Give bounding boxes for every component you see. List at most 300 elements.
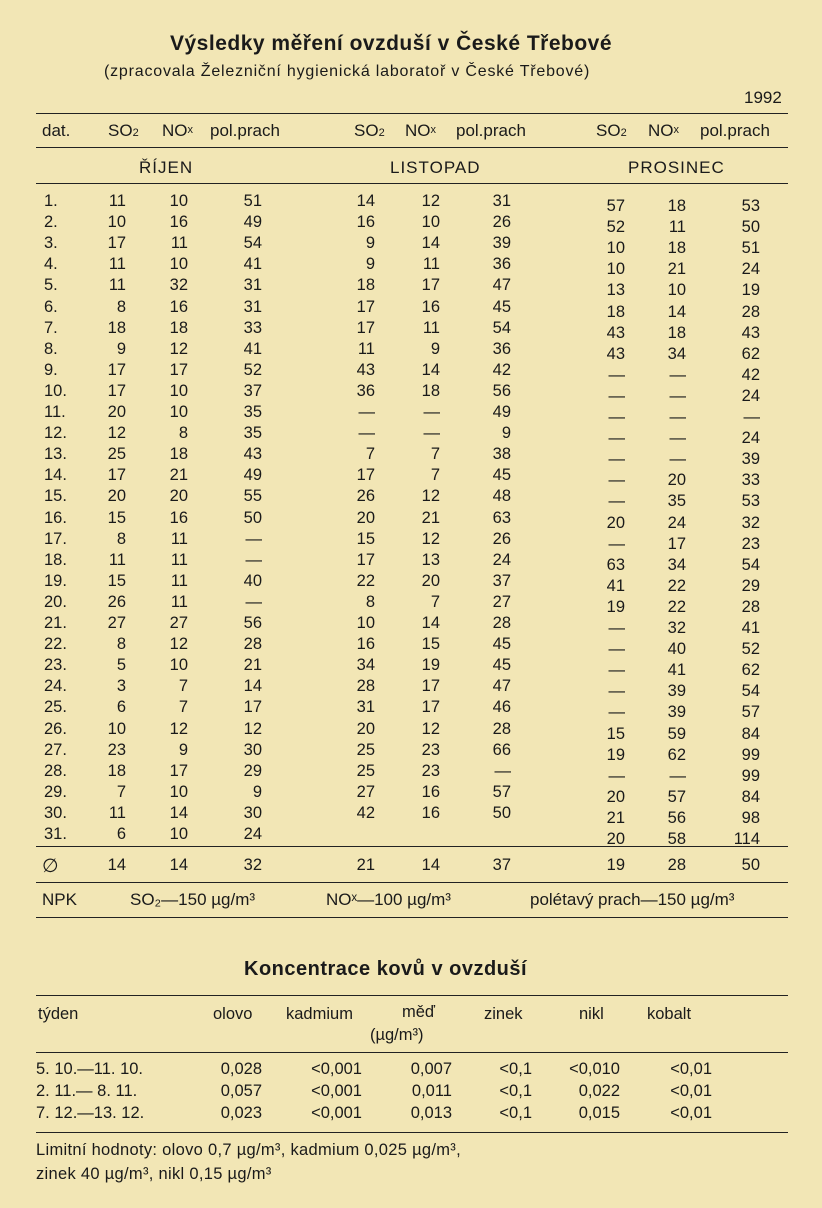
table-cell: 16 — [169, 213, 188, 232]
table-cell: 19 — [421, 656, 440, 675]
table-cell: 11 — [170, 529, 188, 548]
average-cell: 14 — [169, 856, 188, 874]
table-cell: 20 — [356, 719, 375, 738]
metal-value: <0,010 — [569, 1060, 620, 1078]
table-cell: 46 — [492, 698, 511, 717]
day-label: 22. — [44, 635, 67, 654]
table-cell: — — [608, 365, 625, 384]
table-cell: 5 — [116, 656, 126, 675]
day-label: 11. — [44, 403, 66, 421]
day-label: 17. — [44, 529, 67, 548]
table-cell: 43 — [606, 344, 625, 363]
table-cell: 9 — [252, 782, 262, 801]
table-cell: 22 — [667, 597, 686, 616]
table-cell: 59 — [667, 724, 686, 743]
table-cell: 41 — [606, 576, 625, 595]
table-cell: 30 — [243, 803, 262, 822]
table-cell: 12 — [421, 192, 440, 210]
table-cell: — — [245, 592, 262, 611]
table-cell: 26 — [356, 487, 375, 506]
table-cell: 10 — [169, 825, 188, 843]
table-cell: 10 — [169, 192, 188, 210]
table-cell: 38 — [492, 445, 511, 464]
col-zinc: zinek — [484, 1005, 523, 1023]
table-cell: 23 — [421, 761, 440, 780]
table-cell: 45 — [492, 297, 511, 316]
average-cell: 37 — [492, 856, 511, 874]
table-cell: 27 — [107, 614, 126, 632]
table-cell: 20 — [606, 830, 625, 848]
day-label: 4. — [44, 255, 58, 274]
table-cell: — — [423, 403, 440, 421]
table-cell: 18 — [107, 318, 126, 337]
col-so2-dec: SO2 — [596, 121, 627, 140]
table-cell: 47 — [492, 276, 511, 295]
table-cell: 20 — [606, 513, 625, 532]
table-cell: 13 — [421, 550, 440, 569]
avg-rule-top — [36, 846, 788, 847]
day-label: 6. — [44, 297, 58, 316]
table-cell: 17 — [107, 234, 126, 253]
table-cell: 15 — [421, 635, 440, 654]
table-cell: 33 — [243, 318, 262, 337]
table-cell: 57 — [606, 197, 625, 215]
metals-title: Koncentrace kovů v ovzduší — [244, 958, 528, 980]
table-cell: 24 — [741, 386, 760, 405]
table-cell: 24 — [741, 260, 760, 279]
table-cell: 12 — [107, 424, 126, 443]
day-label: 28. — [44, 761, 67, 780]
table-cell: 36 — [492, 255, 511, 274]
day-label: 21. — [44, 614, 67, 632]
year-label: 1992 — [744, 88, 782, 107]
table-cell: 14 — [169, 803, 188, 822]
table-cell: 16 — [356, 635, 375, 654]
table-cell: 98 — [741, 808, 760, 827]
metal-value: <0,01 — [670, 1060, 712, 1078]
table-cell: 9 — [365, 255, 375, 274]
table-cell: — — [245, 529, 262, 548]
metal-value: 0,013 — [410, 1104, 452, 1122]
table-cell: 99 — [741, 745, 760, 764]
table-cell: 16 — [356, 213, 375, 232]
table-cell: 11 — [422, 318, 440, 337]
table-cell: 29 — [741, 576, 760, 595]
header-rule — [36, 147, 788, 148]
table-cell: 9 — [116, 339, 126, 358]
table-cell: 28 — [492, 719, 511, 738]
table-cell: — — [608, 766, 625, 785]
table-cell: — — [608, 429, 625, 448]
table-cell: 53 — [741, 492, 760, 511]
table-cell: — — [669, 386, 686, 405]
week-label: 5. 10.—11. 10. — [36, 1060, 144, 1078]
table-cell: — — [669, 408, 686, 426]
table-cell: 39 — [492, 234, 511, 253]
metal-value: <0,001 — [311, 1104, 362, 1122]
table-cell: 21 — [667, 260, 686, 279]
table-cell: 21 — [169, 466, 188, 485]
table-cell: 33 — [741, 471, 760, 490]
table-cell: 34 — [667, 344, 686, 363]
table-cell: 21 — [421, 508, 440, 527]
table-cell: 51 — [741, 239, 760, 258]
metal-value: <0,01 — [670, 1104, 712, 1122]
table-cell: 10 — [107, 213, 126, 232]
table-cell: 56 — [667, 808, 686, 827]
table-cell: 54 — [741, 555, 760, 574]
table-cell: 54 — [243, 234, 262, 253]
table-cell: 41 — [667, 661, 686, 680]
day-label: 23. — [44, 656, 67, 675]
day-label: 8. — [44, 339, 58, 358]
col-cadmium: kadmium — [286, 1005, 353, 1023]
table-cell: 17 — [421, 276, 440, 295]
table-cell: 34 — [667, 555, 686, 574]
npk-nox: NOˣ—100 µg/m³ — [326, 890, 451, 909]
table-cell: 35 — [667, 492, 686, 511]
metals-top-rule — [36, 995, 788, 996]
table-cell: 35 — [243, 424, 262, 443]
table-cell: 52 — [243, 360, 262, 379]
metal-value: <0,1 — [499, 1104, 532, 1122]
table-cell: 57 — [741, 703, 760, 722]
col-cobalt: kobalt — [647, 1005, 692, 1023]
table-cell: 23 — [107, 740, 126, 759]
metals-header-rule — [36, 1052, 788, 1053]
month-november: LISTOPAD — [390, 158, 481, 177]
npk-so2: SO₂—150 µg/m³ — [130, 890, 256, 909]
table-cell: 9 — [430, 339, 440, 358]
table-cell: 45 — [492, 466, 511, 485]
table-cell: 45 — [492, 635, 511, 654]
table-cell: 18 — [107, 761, 126, 780]
table-cell: 50 — [243, 508, 262, 527]
col-dust-nov: pol.prach — [456, 121, 526, 140]
table-cell: 18 — [169, 445, 188, 464]
metal-value: <0,001 — [311, 1082, 362, 1100]
table-cell: 24 — [243, 825, 262, 843]
day-label: 18. — [44, 550, 67, 569]
table-cell: 14 — [243, 677, 262, 696]
table-cell: 6 — [116, 825, 126, 843]
table-cell: 17 — [107, 381, 126, 400]
col-week: týden — [38, 1005, 79, 1023]
table-cell: 17 — [356, 318, 375, 337]
day-label: 10. — [44, 381, 67, 400]
table-cell: 8 — [116, 297, 126, 316]
table-cell: 11 — [170, 234, 188, 253]
table-cell: — — [608, 682, 625, 701]
table-cell: 16 — [421, 782, 440, 801]
table-cell: — — [608, 386, 625, 405]
table-cell: 9 — [365, 234, 375, 253]
table-cell: 19 — [741, 281, 760, 300]
week-label: 2. 11.— 8. 11. — [36, 1082, 138, 1100]
table-cell: 10 — [421, 213, 440, 232]
table-cell: — — [608, 471, 625, 490]
table-cell: 16 — [421, 803, 440, 822]
day-label: 5. — [44, 276, 58, 295]
table-cell: 49 — [243, 466, 262, 485]
table-cell: 10 — [356, 614, 375, 632]
table-cell: 43 — [356, 360, 375, 379]
table-cell: 39 — [741, 450, 760, 469]
table-cell: 11 — [170, 571, 188, 590]
metal-value: 0,022 — [578, 1082, 620, 1100]
npk-dust: polétavý prach—150 µg/m³ — [530, 890, 735, 909]
table-cell: 6 — [116, 698, 126, 717]
table-cell: 10 — [169, 255, 188, 274]
table-cell: 23 — [421, 740, 440, 759]
table-cell: — — [669, 450, 686, 469]
table-cell: 18 — [356, 276, 375, 295]
table-cell: 53 — [741, 197, 760, 215]
table-cell: 10 — [606, 239, 625, 258]
table-cell: 99 — [741, 766, 760, 785]
table-cell: 20 — [606, 787, 625, 806]
table-cell: 47 — [492, 677, 511, 696]
average-cell: 21 — [356, 856, 375, 874]
day-label: 16. — [44, 508, 67, 527]
table-cell: 8 — [116, 635, 126, 654]
day-label: 14. — [44, 466, 67, 485]
table-cell: 14 — [667, 302, 686, 321]
day-label: 1. — [44, 192, 58, 210]
col-so2-oct: SO2 — [108, 121, 139, 140]
table-cell: 12 — [421, 719, 440, 738]
day-label: 30. — [44, 803, 67, 822]
table-cell: 14 — [421, 614, 440, 632]
table-cell: 16 — [169, 508, 188, 527]
table-cell: 18 — [667, 323, 686, 342]
table-cell: 10 — [169, 403, 188, 421]
month-rule — [36, 183, 788, 184]
day-label: 7. — [44, 318, 58, 337]
page-title: Výsledky měření ovzduší v České Třebové — [170, 32, 613, 55]
table-cell: 31 — [243, 276, 262, 295]
table-cell: 12 — [169, 635, 188, 654]
day-label: 31. — [44, 825, 67, 843]
table-cell: 15 — [356, 529, 375, 548]
table-cell: 17 — [421, 677, 440, 696]
table-cell: 20 — [107, 487, 126, 506]
table-cell: 43 — [741, 323, 760, 342]
table-cell: 21 — [243, 656, 262, 675]
table-cell: 16 — [169, 297, 188, 316]
table-cell: 11 — [170, 592, 188, 611]
table-cell: — — [608, 408, 625, 426]
table-cell: 17 — [243, 698, 262, 717]
table-cell: 39 — [667, 703, 686, 722]
table-cell: 20 — [421, 571, 440, 590]
top-rule — [36, 113, 788, 114]
table-cell: 15 — [606, 724, 625, 743]
table-cell: 114 — [733, 830, 760, 848]
table-cell: 84 — [741, 724, 760, 743]
day-label: 26. — [44, 719, 67, 738]
table-cell: 27 — [492, 592, 511, 611]
average-cell: 50 — [741, 856, 760, 874]
week-label: 7. 12.—13. 12. — [36, 1104, 145, 1122]
day-label: 15. — [44, 487, 67, 506]
metals-bottom-rule — [36, 1132, 788, 1133]
table-cell: — — [423, 424, 440, 443]
table-cell: 20 — [667, 471, 686, 490]
table-cell: 52 — [741, 640, 760, 659]
table-cell: 32 — [169, 276, 188, 295]
table-cell: 22 — [667, 576, 686, 595]
table-cell: — — [494, 761, 511, 780]
table-cell: 11 — [170, 550, 188, 569]
table-cell: 17 — [356, 466, 375, 485]
table-cell: — — [608, 619, 625, 637]
table-cell: 62 — [741, 344, 760, 363]
table-cell: 14 — [356, 192, 375, 210]
table-cell: 11 — [108, 803, 126, 822]
table-cell: 10 — [169, 381, 188, 400]
table-cell: 32 — [741, 513, 760, 532]
table-cell: 7 — [430, 466, 440, 485]
table-cell: 57 — [492, 782, 511, 801]
table-cell: 54 — [741, 682, 760, 701]
table-cell: 28 — [741, 597, 760, 616]
table-cell: 14 — [421, 360, 440, 379]
table-cell: 36 — [492, 339, 511, 358]
table-cell: — — [669, 766, 686, 785]
table-cell: 10 — [667, 281, 686, 300]
table-cell: 11 — [108, 276, 126, 295]
table-cell: 19 — [606, 745, 625, 764]
table-cell: 84 — [741, 787, 760, 806]
table-cell: 39 — [667, 682, 686, 701]
table-cell: — — [743, 408, 760, 426]
table-cell: 18 — [169, 318, 188, 337]
table-cell: 11 — [422, 255, 440, 274]
table-cell: 7 — [178, 698, 188, 717]
average-cell: 14 — [421, 856, 440, 874]
day-label: 9. — [44, 360, 58, 379]
table-cell: 10 — [606, 260, 625, 279]
table-cell: 18 — [421, 381, 440, 400]
day-label: 19. — [44, 571, 67, 590]
table-cell: — — [358, 424, 375, 443]
table-cell: 24 — [667, 513, 686, 532]
table-cell: 9 — [501, 424, 511, 443]
table-cell: 11 — [668, 218, 686, 237]
table-cell: 10 — [169, 656, 188, 675]
table-cell: 17 — [356, 297, 375, 316]
table-cell: 29 — [243, 761, 262, 780]
table-cell: 57 — [667, 787, 686, 806]
table-cell: 26 — [107, 592, 126, 611]
col-so2-nov: SO2 — [354, 121, 385, 140]
day-label: 27. — [44, 740, 67, 759]
table-cell: — — [358, 403, 375, 421]
avg-rule-bottom — [36, 882, 788, 883]
table-cell: 12 — [421, 529, 440, 548]
col-nickel: nikl — [579, 1005, 604, 1023]
table-cell: 28 — [356, 677, 375, 696]
table-cell: 32 — [667, 619, 686, 637]
metal-value: 0,011 — [411, 1082, 452, 1100]
table-cell: 24 — [741, 429, 760, 448]
metal-value: 0,057 — [220, 1082, 262, 1100]
page-subtitle: (zpracovala Železniční hygienická laboratoř v České Třebové) — [104, 63, 591, 80]
table-cell: 26 — [492, 213, 511, 232]
day-label: 24. — [44, 677, 67, 696]
table-cell: 17 — [107, 360, 126, 379]
table-cell: 25 — [107, 445, 126, 464]
table-cell: — — [608, 534, 625, 553]
table-cell: 18 — [606, 302, 625, 321]
col-dust-oct: pol.prach — [210, 121, 280, 140]
table-cell: 20 — [356, 508, 375, 527]
table-cell: 8 — [116, 529, 126, 548]
table-cell: 40 — [243, 571, 262, 590]
avg-symbol: ∅ — [42, 856, 59, 877]
table-cell: 48 — [492, 487, 511, 506]
table-cell: 49 — [492, 403, 511, 421]
table-cell: 15 — [107, 508, 126, 527]
table-cell: 50 — [741, 218, 760, 237]
table-cell: 28 — [243, 635, 262, 654]
table-cell: 12 — [169, 339, 188, 358]
table-cell: 45 — [492, 656, 511, 675]
table-cell: 17 — [169, 761, 188, 780]
table-cell: 63 — [492, 508, 511, 527]
table-cell: 8 — [365, 592, 375, 611]
metals-unit: (µg/m³) — [370, 1026, 424, 1044]
table-cell: 11 — [108, 550, 126, 569]
day-label: 25. — [44, 698, 67, 717]
table-cell: 28 — [492, 614, 511, 632]
table-cell: 10 — [107, 719, 126, 738]
metal-value: 0,015 — [578, 1104, 620, 1122]
table-cell: 11 — [357, 339, 375, 358]
table-cell: 42 — [356, 803, 375, 822]
table-cell: 43 — [606, 323, 625, 342]
month-december: PROSINEC — [628, 158, 725, 177]
table-cell: 56 — [243, 614, 262, 632]
table-cell: 11 — [108, 192, 126, 210]
month-october: ŘÍJEN — [139, 158, 194, 177]
table-cell: 49 — [243, 213, 262, 232]
table-cell: 41 — [243, 339, 262, 358]
table-cell: 27 — [169, 614, 188, 632]
table-cell: 30 — [243, 740, 262, 759]
table-cell: 31 — [356, 698, 375, 717]
table-cell: — — [608, 703, 625, 722]
table-cell: 66 — [492, 740, 511, 759]
table-cell: 8 — [178, 424, 188, 443]
table-cell: 40 — [667, 640, 686, 659]
table-cell: 19 — [606, 597, 625, 616]
table-cell: 51 — [243, 192, 262, 210]
table-cell: 28 — [741, 302, 760, 321]
metal-value: 0,007 — [410, 1060, 452, 1078]
table-cell: 22 — [356, 571, 375, 590]
table-cell: 16 — [421, 297, 440, 316]
table-cell: 54 — [492, 318, 511, 337]
table-cell: 25 — [356, 740, 375, 759]
table-cell: 7 — [116, 782, 126, 801]
table-cell: 63 — [606, 555, 625, 574]
table-cell: 21 — [606, 808, 625, 827]
day-label: 12. — [44, 424, 67, 443]
table-cell: — — [245, 550, 262, 569]
table-cell: 37 — [243, 381, 262, 400]
